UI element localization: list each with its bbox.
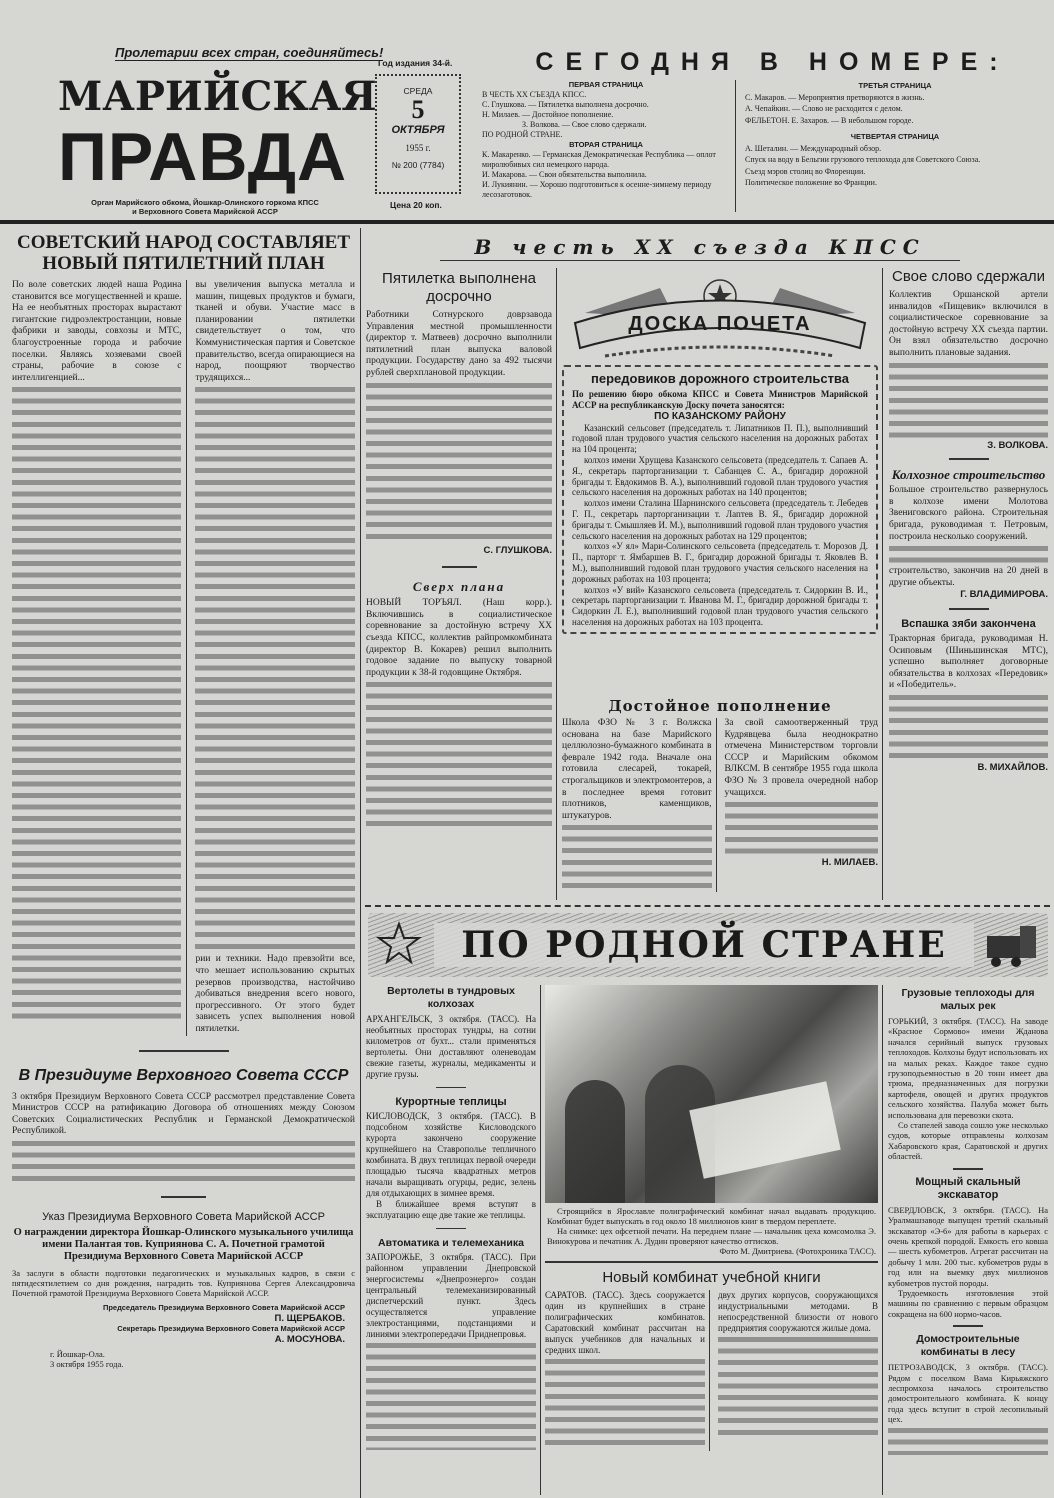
contents-item: Политическое положение во Франции.: [745, 178, 877, 187]
replenishment-col2: [725, 718, 879, 892]
kolkhoz-building-text: [889, 485, 1048, 601]
replenishment-author: Н. МИЛАЕВ.: [821, 857, 878, 869]
helicopters-headline: Вертолеты в тундровых колхозах: [387, 985, 515, 1010]
illegible-text: [366, 1340, 536, 1450]
date-box: [375, 74, 461, 194]
ukaz-text: За заслуги в области подготовки педагогических и музыкальных кадров, в связи с пятидесятилетием со дня рождения, наградить тов. Куприянова Сергея Александровича Почетной грамотой Президиума Верховного Совета Марийской АССР.: [12, 1267, 355, 1298]
plowing-body: Тракторная бригада, руководимая Н. Осиповым (Шиньшинская МТС), успешно выполняет договорные обязательства в колхозах «Передовик» и «Победитель».: [889, 633, 1048, 691]
contents-item: Съезд мэров столиц во Флоренции.: [745, 166, 866, 176]
contents-item: С. Макаров. — Мероприятия претворяются в жизнь.: [745, 92, 925, 102]
divider: [436, 1087, 466, 1088]
section-banner: В честь XX съезда КПСС: [440, 234, 960, 261]
illegible-text: [545, 1356, 705, 1451]
divider: [949, 458, 989, 460]
day: 5: [411, 95, 425, 124]
presidium-headline: В Президиуме Верховного Совета СССР: [18, 1066, 349, 1084]
honor-board-title: ДОСКА ПОЧЕТА: [628, 313, 812, 335]
organ-text: Орган Марийского обкома, Йошкар-Олинского горкома КПСС: [91, 198, 319, 207]
photo-printing-shop: [545, 985, 878, 1203]
greenhouses-text: [366, 1111, 536, 1221]
locomotive-icon: [982, 922, 1042, 968]
contents-right: [745, 80, 1045, 189]
contents-item: А. Чепайкин. — Слово не расходится с делом.: [745, 104, 903, 113]
kept-word-text: [889, 290, 1048, 451]
photo-caption-text-2: На снимке: цех офсетной печати. На переднем плане — начальник цеха комсомолка Э. Винокурова и печатник А. Дудин проверяют качество оттисков.: [547, 1226, 876, 1246]
five-year-headline: Пятилетка выполнена досрочно: [382, 270, 536, 305]
star-hammer-sickle-icon: [374, 920, 424, 970]
cargo-ships-tail: Со стапелей завода сошло уже несколько судов, которые отправлены колхозам Хабаровского края, Саратовской и других областей.: [888, 1120, 1048, 1162]
presidium-text: [12, 1092, 355, 1184]
above-plan-text: [366, 598, 552, 829]
illegible-text: [12, 1138, 355, 1184]
contents-page-label: ТРЕТЬЯ СТРАНИЦА: [858, 81, 932, 90]
replenishment-col1-text: Школа ФЗО № 3 г. Волжска основана на базе Марийского целлюлозно-бумажного комбината в феврале 1942 года. Вначале она готовила слесарей, токарей, строгальщиков и электромонтеров, а в последнее время готовит плотников, каменщиков, штукатуров.: [562, 718, 712, 821]
contents-item: И. Лукиянин. — Хорошо подготовиться к осенне-зимнему периоду лесозаготовок.: [482, 180, 712, 199]
illegible-text: [12, 384, 181, 1024]
masthead-rule: [0, 220, 1054, 224]
organ-line: [60, 198, 350, 216]
house-building-body: ПЕТРОЗАВОДСК, 3 октября. (ТАСС). Рядом с поселком Вама Кирьяжского леспромхоза началось строительство домостроительного комбината. К концу года здесь вступит в строй лесопильный цех.: [888, 1362, 1048, 1425]
illegible-text: [366, 380, 552, 545]
contents-left: [482, 80, 730, 200]
honor-board-district: ПО КАЗАНСКОМУ РАЙОНУ: [654, 410, 786, 422]
newspaper-title-line1: МАРИЙСКАЯ: [58, 73, 377, 120]
lead-col1: [12, 280, 187, 1036]
illegible-text: [889, 360, 1048, 440]
lead-body: [12, 280, 355, 1036]
kolkhoz-building-body: Большое строительство развернулось в колхозе имени Молотова Звениговского района. Строительная бригада, руководимая т. Петровым, построила несколько сооружений.: [889, 485, 1048, 542]
contents-item: С. Глушкова. — Пятилетка выполнена досрочно.: [482, 100, 649, 109]
greenhouses-body: КИСЛОВОДСК, 3 октября. (ТАСС). В подсобном хозяйстве Кисловодского курорта закончено сооружение крупнейшего на Ставрополье тепличного комбината. В двух теплицах первой очереди площадью тысяча квадратных метров начали выращивать огурцы, редис, зелень для отдыхающих в зимнее время.: [366, 1111, 536, 1198]
excavator-body: СВЕРДЛОВСК, 3 октября. (ТАСС). На Уралмашзаводе выпущен третий скальный экскаватор «Э-6» для работы в карьерах с очень крепкой породой. Емкость его ковша — шесть кубометров. Агрегат рассчитан на добычу 1 млн. 200 тыс. кубометров руды в год или на выемку двух миллионов кубометров пустой породы.: [888, 1204, 1048, 1288]
contents-item: К. Макаренко. — Германская Демократическая Республика — оплот миролюбивых сил немецкого народа.: [482, 150, 716, 169]
plowing-text: [889, 634, 1048, 774]
signature-name: П. ЩЕРБАКОВ.: [274, 1312, 345, 1324]
illegible-text: [888, 1425, 1048, 1455]
honor-board-frame: [562, 365, 878, 634]
kept-word-headline: Свое слово сдержали: [891, 268, 1045, 285]
contents-title: СЕГОДНЯ В НОМЕРЕ:: [535, 48, 1010, 76]
divider: [949, 608, 989, 610]
contents-item: В ЧЕСТЬ XX СЪЕЗДА КПСС.: [482, 90, 587, 99]
signature-title: Секретарь Президиума Верховного Совета Марийской АССР: [117, 1323, 345, 1333]
month: ОКТЯБРЯ: [391, 124, 445, 136]
illegible-text: [725, 799, 879, 857]
slogan: Пролетарии всех стран, соединяйтесь!: [115, 45, 384, 60]
textbooks-col1-text: САРАТОВ. (ТАСС). Здесь сооружается один из крупнейших в стране полиграфических комбинатов. Саратовский комбинат рассчитан на выпуск учебников для начальных и средних школ.: [545, 1290, 705, 1355]
excavator-headline: Мощный скальный экскаватор: [915, 1175, 1021, 1201]
signature-title: Председатель Президиума Верховного Совета Марийской АССР: [102, 1302, 345, 1312]
contents-item: ПО РОДНОЙ СТРАНЕ.: [482, 130, 563, 139]
country-banner: [368, 913, 1048, 977]
five-year-author: С. ГЛУШКОВА.: [483, 544, 552, 556]
contents-item: А. Шеталин. — Международный обзор.: [745, 143, 882, 153]
honor-entry: колхоз имени Хрущева Казанского сельсовета (председатель т. Сапаев А. Я., секретарь парторганизации т. Сабанцев С. А., бригадир дорожной бригады т. Евдокимов В. А.), выполнивший годовой план трудового участия сельского населения на дорожных работах на 140 процентов;: [572, 454, 868, 498]
replenishment-headline: Достойное пополнение: [608, 697, 832, 715]
lead-headline: СОВЕТСКИЙ НАРОД СОСТАВЛЯЕТ НОВЫЙ ПЯТИЛЕТНИЙ ПЛАН: [16, 232, 351, 274]
textbooks-col2-text: двух других корпусов, сооружающихся индустриальными методами. В непосредственной близости от нового предприятия сооружаются жилые дома.: [718, 1290, 878, 1333]
divider: [545, 1261, 878, 1263]
kolkhoz-building-author: Г. ВЛАДИМИРОВА.: [960, 589, 1048, 601]
photo-caption: [545, 1206, 878, 1256]
five-year-body: Работники Сотнурского доврзавода Управления местной промышленности (директор т. Матвеев) досрочно выполнили пятилетний план выпуска валовой продукции. Государству дано за 492 тысячи рублей сверхплановой продукции.: [366, 310, 552, 378]
ukaz-place: г. Йошкар-Ола.: [50, 1348, 105, 1359]
textbooks-col1: [545, 1290, 710, 1451]
replenishment-article: [562, 697, 878, 892]
helicopters-text: АРХАНГЕЛЬСК, 3 октября. (ТАСС). На необъятных просторах тундры, на сотни километров от бухт... стали применяться вертолеты. Они доставляют оленеводам свежие газеты, журналы, медикаменты и другие грузы.: [366, 1014, 536, 1079]
honor-board-text: [572, 389, 868, 628]
presidium-body: 3 октября Президиум Верховного Совета СССР рассмотрел представление Совета Министров СССР на ратификацию Договора об отношениях между Союзом Советских Социалистических Республик и Германской Демократической Республикой.: [12, 1091, 355, 1137]
photo-caption-text: Строящийся в Ярославле полиграфический комбинат начал выдавать продукцию. Комбинат будет выпускать в год около 18 миллионов книг в твердом переплете.: [547, 1206, 876, 1226]
greenhouses-headline: Курортные теплицы: [395, 1096, 507, 1108]
publication-year: Год издания 34-й.: [378, 58, 453, 68]
contents-page-label: ВТОРАЯ СТРАНИЦА: [569, 140, 643, 149]
illegible-text: [366, 679, 552, 829]
illegible-text: [195, 384, 355, 954]
organ-text-2: и Верховного Совета Марийской АССР: [132, 207, 278, 216]
greenhouses-tail: В ближайшее время вступят в эксплуатацию еще две такие же теплицы.: [366, 1199, 536, 1220]
replenishment-col1: [562, 718, 717, 892]
excavator-tail: Трудоемкость изготовления этой машины по сравнению с первым образцом сокращена на 600 нормо-часов.: [888, 1287, 1048, 1319]
replenishment-body: [562, 718, 878, 892]
contents-item: ФЕЛЬЕТОН. Е. Захаров. — В небольшом городе.: [745, 115, 914, 125]
weekday: СРЕДА: [403, 86, 433, 96]
automation-headline: Автоматика и телемеханика: [378, 1237, 524, 1249]
illegible-text: [718, 1334, 878, 1439]
illegible-text: [889, 692, 1048, 762]
honor-entry: колхоз имени Сталина Шарнинского сельсовета (председатель т. Лебедев Г. П., секретарь парторганизации т. Лаптев В. Я., бригадир дорожной бригады т. Смышляев И. М.), выполнивший годовой план трудового участия сельского населения на дорожных работах на 129 процентов;: [572, 498, 868, 541]
cargo-ships-headline: Грузовые теплоходы для малых рек: [901, 987, 1035, 1012]
ukaz-date: 3 октября 1955 года.: [50, 1358, 124, 1369]
illegible-text: [889, 543, 1048, 566]
honor-entry: Казанский сельсовет (председатель т. Липатников П. П.), выполнивший годовой план трудового участия сельского населения на дорожных работах на 104 процента;: [572, 422, 868, 455]
above-plan-headline: Сверх плана: [412, 579, 506, 595]
divider: [442, 566, 477, 568]
five-year-text: [366, 310, 552, 556]
right-column: [889, 268, 1048, 773]
country-banner-title: ПО РОДНОЙ СТРАНЕ: [434, 923, 974, 967]
automation-body: ЗАПОРОЖЬЕ, 3 октября. (ТАСС). При районном управлении Днепровской энергосистемы «Днепроэнерго» создан центральный телемеханизированный диспетчерский пункт. Здесь осуществляется управление электростанциями, подстанциями и линиями электропередачи Приднепровья.: [366, 1252, 536, 1339]
ukaz-title: Указ Президиума Верховного Совета Марийской АССР: [42, 1210, 325, 1223]
honor-entry: колхоз «У ял» Мари-Солинского сельсовета (председатель т. Морозов Д. П., парторг т. Ямбаршев В. Г., бригадир дорожной бригады т. Яковлев В. М.), выполнивший годовой план трудового участия сельского населения на дорожных работах на 103 процента;: [572, 541, 868, 584]
kolkhoz-building-headline: Колхозное строительство: [891, 467, 1046, 483]
above-plan-body: НОВЫЙ ТОРЪЯЛ. (Наш корр.). Включившись в социалистическое соревнование за достойную встречу XX съезда КПСС, коллектив райпромкомбината (директор В. Кокарев) решил выполнить годовое задание по выпуску товарной продукции к 38-й годовщине Октября.: [366, 598, 552, 678]
excavator-text: [888, 1205, 1048, 1319]
lead-tail-text: рии и техники. Надо превзойти все, что мешает использованию скрытых резервов производства, настойчиво добиваться внедрения всего нового, прогрессивного. От этого будет зависеть успех выполнения новой пятилетки.: [195, 954, 355, 1034]
honor-board-intro: По решению бюро обкома КПСС и Совета Министров Марийской АССР на республиканскую Доску почета заносятся:: [572, 389, 868, 410]
plowing-headline: Вспашка зяби закончена: [901, 617, 1036, 630]
textbooks-body: [545, 1290, 878, 1451]
textbooks-col2: [718, 1290, 878, 1451]
replenishment-col2-text: За свой самоотверженный труд Кудрявцева была неоднократно отмечена Министерством торговли СССР и Марийским обкомом ВЛКСМ. В сентябре 1955 года школа ФЗО № 3 провела очередной набор учащихся.: [724, 718, 878, 798]
ukaz-subtitle: О награждении директора Йошкар-Олинского музыкального училища имени Палантая тов. Куприянова С. А. Почетной грамотой Президиума Верховного Совета Марийской АССР: [13, 1226, 354, 1262]
banner-rule: [365, 905, 1050, 907]
divider: [953, 1168, 983, 1170]
illegible-text: [562, 822, 712, 892]
divider: [953, 1325, 983, 1327]
five-year-column: [366, 270, 552, 829]
house-building-headline: Домостроительные комбинаты в лесу: [916, 1333, 1020, 1359]
kolkhoz-building-tail: строительство, закончив на 20 дней в другие объекты.: [889, 566, 1048, 588]
lead-col2-text: вы увеличения выпуска металла и машин, пищевых продуктов и бумаги, тканей и обуви. Участие масс в планировании пятилетки свидетельствует о том, что Коммунистическая партия и Советское правительство, всегда опирающиеся на народ, поощряют творчество трудящихся...: [195, 280, 355, 383]
photo-credit: Фото М. Дмитриева. (Фотохроника ТАСС).: [719, 1246, 876, 1256]
signature-name: А. МОСУНОВА.: [274, 1333, 345, 1345]
newspaper-title-line2: ПРАВДА: [58, 119, 348, 195]
automation-text: [366, 1252, 536, 1450]
lead-col1-text: По воле советских людей наша Родина становится все могущественней и краше. На ее необъятных просторах вырастают гигантские гидроэлектростанции, новые фабрики и заводы, совхозы и МТС, благоустроенные города и рабочие поселки. Являясь хозяевами своей страны, рабочие в союзе с интеллигенцией...: [12, 280, 182, 383]
contents-item: Н. Милаев. — Достойное пополнение.: [482, 110, 614, 119]
contents-page-label: ПЕРВАЯ СТРАНИЦА: [568, 80, 644, 89]
issue-number: № 200 (7784): [391, 160, 445, 170]
divider: [436, 1228, 466, 1229]
contents-item: Спуск на воду в Бельгии грузового теплохода для Советского Союза.: [745, 155, 981, 164]
contents-page-label: ЧЕТВЕРТАЯ СТРАНИЦА: [850, 132, 940, 141]
house-building-text: [888, 1362, 1048, 1454]
divider: [139, 1050, 229, 1052]
lower-left-column: [366, 985, 536, 1450]
plowing-author: В. МИХАЙЛОВ.: [977, 761, 1048, 773]
contents-item: И. Макарова. — Свои обязательства выполнила.: [482, 170, 647, 179]
textbooks-headline: Новый комбинат учебной книги: [602, 1269, 821, 1286]
price: Цена 20 коп.: [390, 200, 442, 210]
honor-board-emblem: [565, 268, 875, 363]
lead-col2: [195, 280, 355, 1036]
left-column: [12, 232, 355, 1369]
cargo-ships-text: [888, 1016, 1048, 1162]
kept-word-author: З. ВОЛКОВА.: [987, 439, 1048, 451]
divider: [161, 1196, 206, 1198]
honor-entry: колхоз «У вий» Казанского сельсовета (председатель т. Сидоркин В. И., секретарь парторганизации т. Иванова М. Г., бригадир дорожной бригады т. Сидоркин Л. Е.), выполнивший годовой план трудового участия сельского населения на дорожных работах на 103 процента.: [572, 584, 868, 627]
ukaz-place-date: [50, 1349, 355, 1369]
lower-right-column: [888, 987, 1048, 1455]
cargo-ships-body: ГОРЬКИЙ, 3 октября. (ТАСС). На заводе «Красное Сормово» имени Жданова начался серийный выпуск грузовых теплоходов. Колхозы будут использовать их на малых реках. Каждое такое судно грузоподъемностью в 20 тонн имеет два трюма, предназначенных для погрузки картофеля, овощей и других продуктов сельского хозяйства. Палуба может быть использована для перевозки скота.: [888, 1016, 1048, 1120]
photo-column: [545, 985, 878, 1451]
date-year: 1955 г.: [405, 143, 431, 153]
photo-figure: [565, 1080, 625, 1203]
ukaz-signatures: [12, 1303, 355, 1345]
honor-board-headline: передовиков дорожного строительства: [591, 371, 849, 386]
kept-word-body: Коллектив Оршанской артели инвалидов «Пищевик» включился в социалистическое соревнование за достойную встречу XX съезда партии. Он взял обязательство досрочно выполнить плановые задания.: [889, 290, 1048, 358]
contents-item: З. Волкова. — Свое слово сдержали.: [522, 120, 647, 129]
